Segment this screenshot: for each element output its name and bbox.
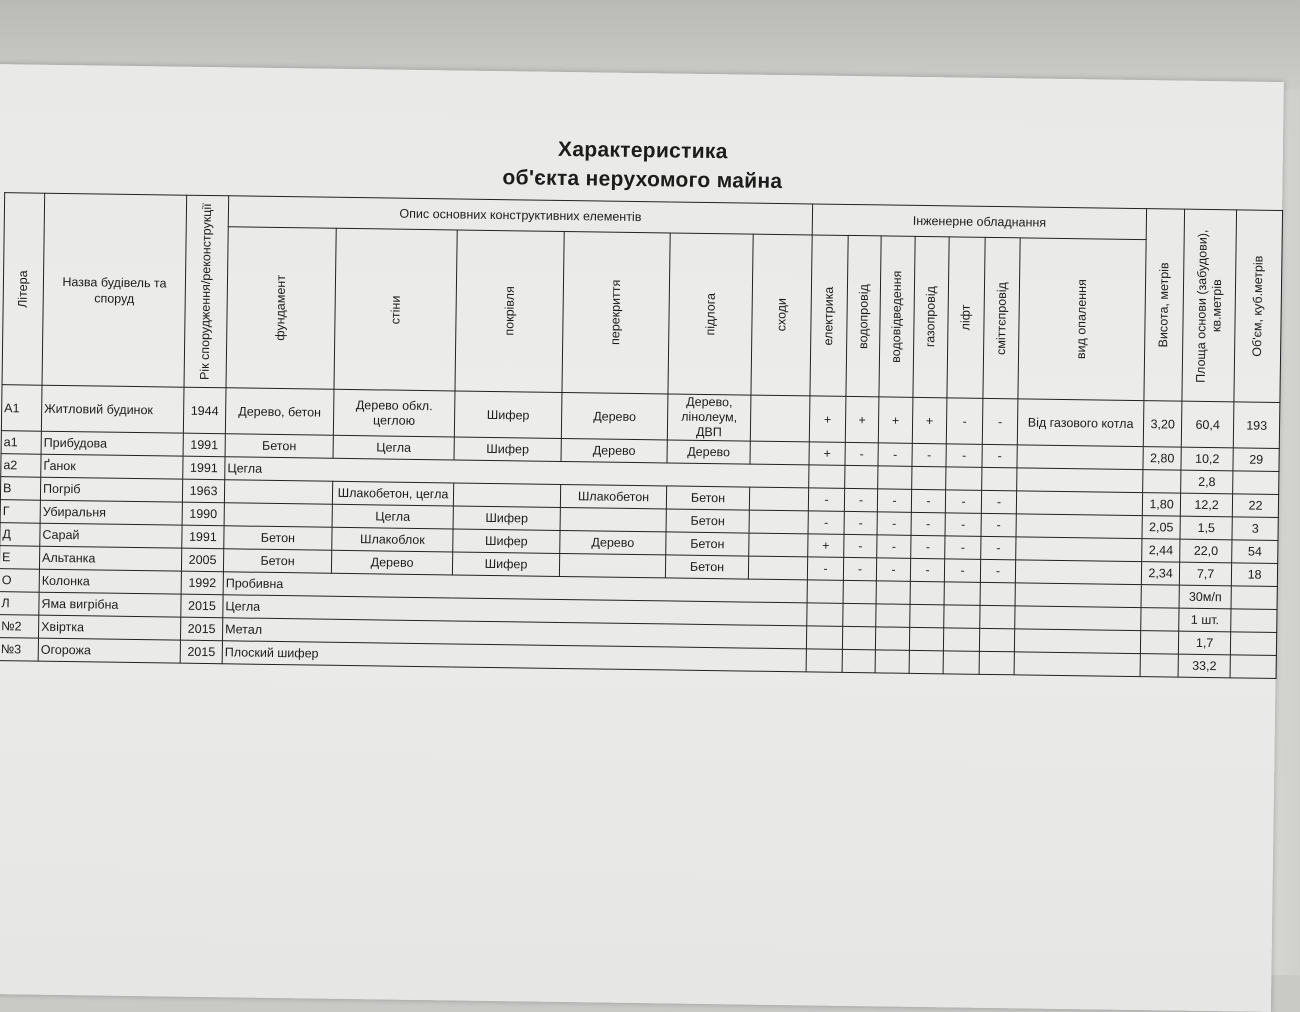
cell-empty	[944, 605, 980, 629]
cell-desc: Цегла	[223, 595, 807, 626]
cell-sewer: -	[876, 558, 910, 581]
header-construct-group: Опис основних конструктивних елементів	[228, 196, 812, 235]
header-heating: вид опалення	[1018, 238, 1146, 401]
cell-empty	[980, 582, 1015, 605]
cell-foundation: Бетон	[223, 549, 331, 574]
cell-area: 1 шт.	[1179, 608, 1231, 632]
cell-garbage: -	[981, 490, 1016, 513]
cell-empty	[909, 650, 943, 673]
cell-litera: №3	[0, 638, 38, 662]
cell-litera: а1	[1, 431, 41, 455]
cell-stairs	[749, 533, 808, 557]
cell-volume	[1230, 655, 1276, 679]
cell-water: -	[844, 534, 877, 557]
cell-empty	[1017, 468, 1143, 493]
cell-heating	[1015, 560, 1141, 585]
cell-area: 1,5	[1180, 516, 1232, 540]
cell-desc: Цегла	[225, 457, 809, 488]
cell-year: 1944	[183, 387, 226, 434]
cell-foundation	[224, 503, 332, 528]
cell-ceiling: Дерево	[561, 438, 667, 462]
cell-litera: О	[0, 569, 39, 593]
cell-name: Альтанка	[39, 546, 181, 571]
cell-area: 60,4	[1181, 401, 1234, 448]
header-walls: стіни	[334, 228, 457, 391]
cell-volume	[1230, 632, 1276, 656]
cell-floor: Дерево, лінолеум, ДВП	[667, 394, 751, 441]
header-year: Рік спорудження/реконструкції	[184, 195, 229, 388]
cell-foundation: Дерево, бетон	[225, 388, 334, 436]
cell-foundation	[224, 480, 332, 505]
cell-walls: Дерево обкл. цеглою	[333, 389, 455, 437]
cell-empty	[910, 581, 944, 604]
cell-floor: Бетон	[665, 555, 748, 579]
document-title: Характеристика	[557, 137, 728, 164]
header-water: водопровід	[846, 235, 881, 396]
cell-empty	[979, 651, 1014, 674]
cell-year: 1963	[182, 479, 224, 503]
cell-litera: Е	[0, 546, 40, 570]
cell-garbage: -	[981, 513, 1016, 536]
cell-year: 2015	[180, 640, 222, 664]
cell-roof: Шифер	[454, 437, 561, 461]
cell-empty	[980, 605, 1015, 628]
cell-roof: Шифер	[453, 529, 560, 553]
cell-ceiling: Дерево	[560, 530, 666, 554]
cell-year: 1990	[182, 502, 224, 526]
cell-stairs	[748, 556, 807, 580]
property-table	[0, 192, 1283, 679]
cell-heating	[1016, 514, 1142, 539]
cell-walls: Цегла	[332, 504, 453, 529]
cell-empty	[875, 627, 909, 650]
cell-empty	[909, 627, 943, 650]
cell-volume: 3	[1232, 517, 1278, 541]
cell-empty	[912, 466, 946, 489]
cell-gas: +	[912, 397, 947, 443]
cell-gas: -	[912, 443, 946, 466]
header-stairs: сходи	[751, 234, 812, 396]
cell-empty	[944, 582, 980, 606]
cell-ceiling	[560, 507, 666, 531]
cell-water: -	[844, 488, 877, 511]
cell-desc: Пробивна	[223, 572, 807, 603]
cell-height	[1140, 631, 1178, 655]
cell-lift: -	[945, 513, 981, 537]
cell-electric: +	[809, 396, 846, 442]
cell-roof	[453, 483, 560, 507]
header-litera: Літера	[2, 193, 45, 386]
cell-empty	[982, 467, 1017, 490]
cell-empty	[807, 580, 843, 604]
cell-name: Сарай	[40, 523, 182, 548]
cell-heating	[1017, 445, 1143, 470]
cell-area: 12,2	[1180, 493, 1232, 517]
cell-sewer: -	[877, 512, 911, 535]
cell-name: Прибудова	[41, 431, 183, 456]
cell-empty	[842, 649, 875, 672]
cell-height	[1143, 470, 1181, 494]
header-garbage: сміттєпровід	[983, 237, 1020, 398]
header-electric: електрика	[810, 235, 848, 396]
cell-floor: Бетон	[666, 509, 749, 533]
cell-name: Житловий будинок	[41, 385, 184, 433]
cell-empty	[845, 465, 878, 488]
header-gas: газопровід	[913, 236, 949, 397]
cell-year: 2005	[181, 548, 223, 572]
header-name: Назва будівель та споруд	[42, 193, 187, 387]
cell-lift: -	[944, 559, 980, 583]
cell-walls: Шлакоблок	[332, 527, 453, 552]
cell-garbage: -	[980, 559, 1015, 582]
header-roof: покрівля	[455, 230, 564, 392]
cell-electric: +	[809, 442, 845, 466]
cell-height: 2,80	[1143, 447, 1181, 471]
cell-lift: -	[945, 536, 981, 560]
cell-sewer: -	[877, 489, 911, 512]
cell-litera: В	[0, 477, 40, 501]
cell-empty	[1015, 606, 1141, 631]
cell-volume	[1231, 609, 1277, 633]
cell-sewer: +	[878, 397, 913, 443]
header-ceiling: перекриття	[562, 231, 670, 393]
cell-lift: -	[946, 398, 983, 444]
cell-volume: 54	[1232, 540, 1278, 564]
cell-empty	[806, 649, 842, 673]
cell-electric: +	[808, 534, 844, 558]
cell-foundation: Бетон	[224, 526, 332, 551]
cell-floor: Дерево	[667, 440, 750, 464]
cell-electric: -	[808, 511, 844, 535]
cell-area: 2,8	[1181, 470, 1233, 494]
header-floor: підлога	[668, 233, 753, 395]
cell-empty	[943, 628, 979, 652]
cell-desc: Плоский шифер	[222, 641, 806, 672]
cell-name: Погріб	[40, 477, 182, 502]
cell-empty	[807, 603, 843, 627]
document-page	[0, 64, 1284, 1012]
cell-sewer: -	[877, 535, 911, 558]
document-subtitle: об'єкта нерухомого майна	[502, 166, 783, 194]
cell-stairs	[750, 395, 810, 442]
cell-empty	[876, 604, 910, 627]
cell-area: 30м/п	[1179, 585, 1231, 609]
cell-ceiling: Шлакобетон	[560, 484, 666, 508]
cell-lift: -	[945, 490, 981, 514]
cell-name: Хвіртка	[38, 615, 180, 640]
cell-name: Ґанок	[41, 454, 183, 479]
cell-empty	[1015, 583, 1141, 608]
cell-empty	[843, 603, 876, 626]
header-sewer: водовідведення	[879, 236, 915, 397]
cell-volume	[1231, 586, 1277, 610]
cell-area: 7,7	[1179, 562, 1231, 586]
cell-empty	[1014, 629, 1140, 654]
cell-empty	[875, 650, 909, 673]
cell-height: 2,34	[1141, 562, 1179, 586]
cell-water: -	[845, 442, 878, 465]
header-lift: ліфт	[947, 237, 985, 398]
header-engineering-group: Інженерне обладнання	[812, 204, 1146, 240]
cell-lift: -	[946, 444, 982, 468]
cell-name: Убиральня	[40, 500, 182, 525]
cell-garbage: -	[982, 444, 1017, 467]
cell-volume: 22	[1232, 494, 1278, 518]
cell-empty	[910, 604, 944, 627]
cell-water: -	[843, 557, 876, 580]
cell-floor: Бетон	[666, 532, 749, 556]
cell-floor: Бетон	[666, 486, 749, 510]
cell-stairs	[749, 487, 808, 511]
cell-year: 2015	[180, 617, 222, 641]
cell-foundation: Бетон	[225, 434, 333, 459]
table-body	[0, 385, 1280, 679]
cell-height	[1141, 608, 1179, 632]
header-foundation: фундамент	[226, 227, 336, 389]
cell-empty	[878, 466, 912, 489]
cell-garbage: -	[982, 398, 1018, 444]
cell-empty	[843, 580, 876, 603]
cell-heating	[1016, 491, 1142, 516]
cell-volume: 29	[1233, 448, 1279, 472]
cell-height: 1,80	[1142, 493, 1180, 517]
cell-year: 2015	[181, 594, 223, 618]
header-volume: Об'єм, куб.метрів	[1234, 210, 1283, 403]
cell-electric: -	[808, 488, 844, 512]
cell-ceiling	[559, 553, 665, 577]
header-height: Висота, метрів	[1144, 209, 1185, 402]
cell-walls: Дерево	[331, 550, 452, 575]
cell-name: Яма вигрібна	[39, 592, 181, 617]
cell-water: -	[844, 511, 877, 534]
cell-walls: Шлакобетон, цегла	[332, 481, 453, 506]
cell-heating: Від газового котла	[1017, 399, 1144, 447]
cell-empty	[809, 465, 845, 489]
cell-ceiling: Дерево	[561, 392, 668, 439]
cell-litera: а2	[1, 454, 41, 478]
cell-empty	[806, 626, 842, 650]
cell-heating	[1016, 537, 1142, 562]
cell-year: 1991	[183, 456, 225, 480]
cell-empty	[1014, 652, 1140, 677]
cell-gas: -	[910, 558, 944, 581]
cell-litera: А1	[1, 385, 42, 432]
cell-name: Колонка	[39, 569, 181, 594]
cell-year: 1991	[182, 525, 224, 549]
cell-empty	[943, 651, 979, 675]
cell-litera: Д	[0, 523, 40, 547]
cell-electric: -	[807, 557, 843, 581]
cell-year: 1992	[181, 571, 223, 595]
cell-name: Огорожа	[38, 638, 180, 663]
cell-desc: Метал	[222, 618, 806, 649]
cell-volume: 18	[1231, 563, 1277, 587]
cell-gas: -	[911, 512, 945, 535]
cell-roof: Шифер	[452, 552, 559, 576]
cell-volume: 193	[1233, 402, 1280, 449]
cell-volume	[1233, 471, 1279, 495]
cell-litera: Г	[0, 500, 40, 524]
cell-water: +	[845, 396, 879, 442]
header-area: Площа основи (забудови), кв.метрів	[1182, 209, 1237, 402]
cell-empty	[842, 626, 875, 649]
cell-area: 22,0	[1180, 539, 1232, 563]
cell-gas: -	[911, 535, 945, 558]
cell-area: 33,2	[1178, 654, 1230, 678]
cell-height: 2,44	[1142, 539, 1180, 563]
cell-empty	[946, 467, 982, 491]
cell-year: 1991	[183, 433, 225, 457]
cell-area: 10,2	[1181, 447, 1233, 471]
cell-roof: Шифер	[454, 391, 562, 438]
cell-stairs	[750, 441, 809, 465]
cell-stairs	[749, 510, 808, 534]
cell-sewer: -	[878, 443, 912, 466]
cell-height	[1141, 585, 1179, 609]
cell-gas: -	[911, 489, 945, 512]
cell-walls: Цегла	[333, 435, 454, 460]
cell-empty	[876, 581, 910, 604]
cell-height	[1140, 654, 1178, 678]
cell-empty	[979, 628, 1014, 651]
cell-height: 2,05	[1142, 516, 1180, 540]
cell-litera: Л	[0, 592, 39, 616]
cell-garbage: -	[981, 536, 1016, 559]
cell-roof: Шифер	[453, 506, 560, 530]
cell-height: 3,20	[1143, 401, 1182, 448]
cell-litera: №2	[0, 615, 39, 639]
cell-area: 1,7	[1178, 631, 1230, 655]
